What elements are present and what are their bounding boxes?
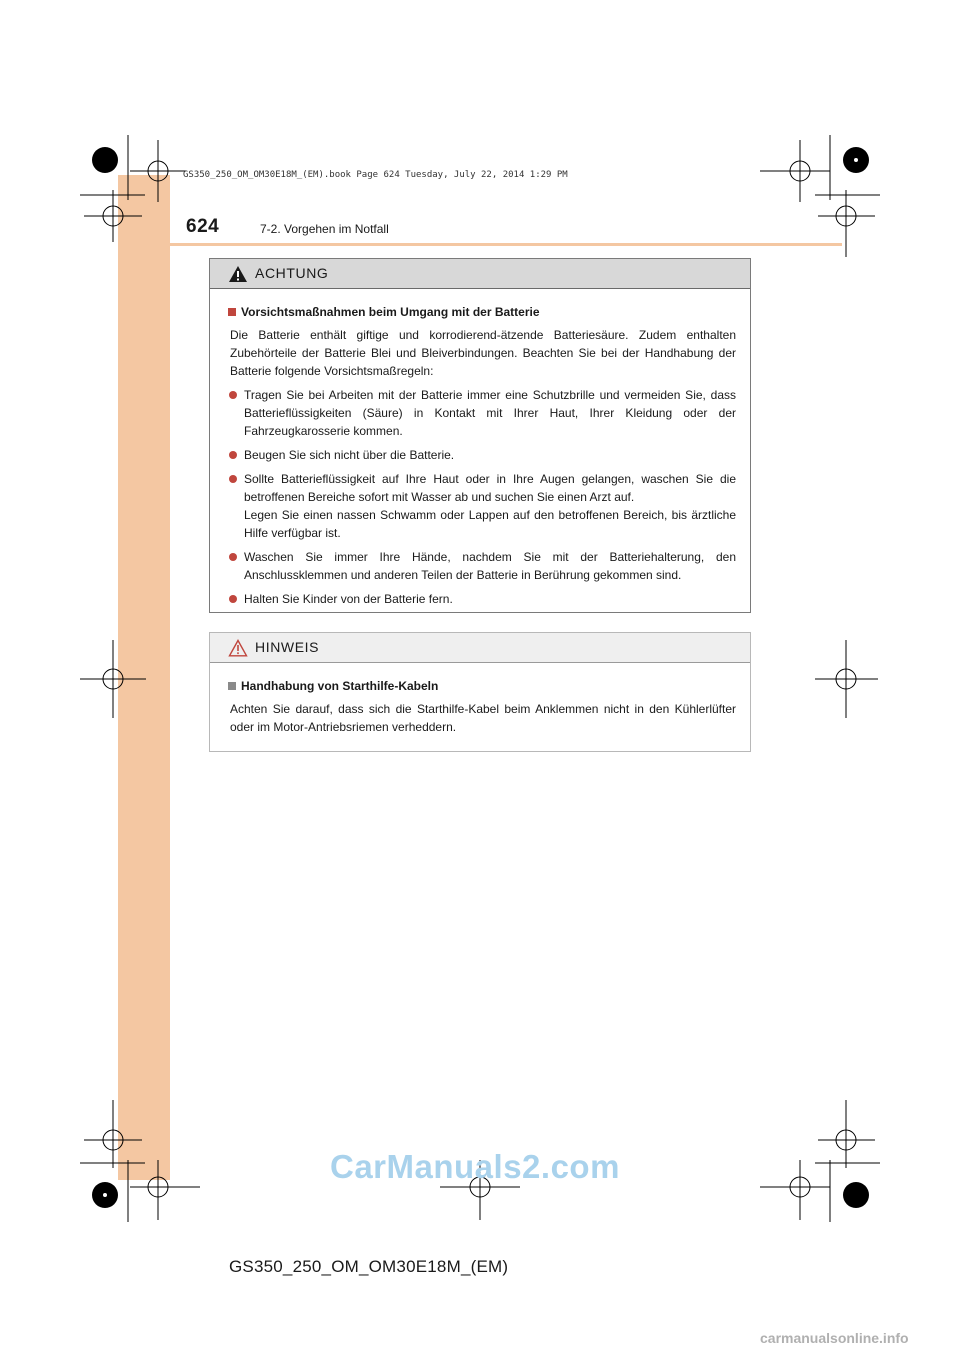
note-header <box>210 633 750 663</box>
warning-header <box>210 259 750 289</box>
square-bullet-icon <box>228 308 236 316</box>
warning-triangle-icon <box>228 265 248 283</box>
warning-heading: Vorsichtsmaßnahmen beim Umgang mit der Batterie <box>228 303 742 321</box>
dot-bullet-icon <box>229 391 237 399</box>
list-item: Sollte Batterieflüssigkeit auf Ihre Haut oder in Ihre Augen gelangen, waschen Sie die betroffenen Bereiche sofort mit Wasser ab und suchen Sie einen Arzt auf. Legen Sie einen nassen Schwamm oder Lappen auf den betroffenen Bereich, bis ärztliche Hilfe verfügbar ist. <box>228 470 742 542</box>
note-title: HINWEIS <box>255 639 320 655</box>
square-bullet-icon <box>228 682 236 690</box>
list-item: Tragen Sie bei Arbeiten mit der Batterie immer eine Schutzbrille und vermeiden Sie, dass Batterieflüssigkeiten (Säure) in Kontakt mit Ihrer Haut, Ihrer Kleidung oder der Fahrzeugkarosserie kommen. <box>228 386 742 440</box>
watermark-primary: CarManuals2.com <box>330 1148 620 1185</box>
section-title: 7-2. Vorgehen im Notfall <box>260 222 389 236</box>
warning-intro: Die Batterie enthält giftige und korrodierend-ätzende Batteriesäure. Zudem enthalten Zubehörteile der Batterie Blei und Bleiverbindungen. Beachten Sie bei der Handhabung der Batterie folgende Vorsichtsmaßregeln: <box>230 328 736 378</box>
list-item: Waschen Sie immer Ihre Hände, nachdem Sie mit der Batteriehalterung, den Anschlussklemmen und anderen Teilen der Batterie in Berührung gekommen sind. <box>228 548 742 584</box>
print-info: GS350_250_OM_OM30E18M_(EM).book Page 624 Tuesday, July 22, 2014 1:29 PM <box>183 170 568 180</box>
dot-bullet-icon <box>229 553 237 561</box>
warning-box <box>209 258 751 613</box>
dot-bullet-icon <box>229 451 237 459</box>
footer-code: GS350_250_OM_OM30E18M_(EM) <box>229 1257 509 1276</box>
watermark-secondary: carmanualsonline.info <box>760 1330 909 1346</box>
page-number: 624 <box>186 216 220 237</box>
list-item: Halten Sie Kinder von der Batterie fern. <box>228 590 742 608</box>
dot-bullet-icon <box>229 475 237 483</box>
note-box <box>209 632 751 752</box>
note-heading: Handhabung von Starthilfe-Kabeln <box>228 677 742 695</box>
dot-bullet-icon <box>229 595 237 603</box>
caution-triangle-icon <box>228 639 248 657</box>
note-text: Achten Sie darauf, dass sich die Starthilfe-Kabel beim Anklemmen nicht in den Kühlerlüfter oder im Motor-Antriebsriemen verheddern. <box>230 702 736 734</box>
list-item: Beugen Sie sich nicht über die Batterie. <box>228 446 742 464</box>
warning-title: ACHTUNG <box>255 265 329 281</box>
